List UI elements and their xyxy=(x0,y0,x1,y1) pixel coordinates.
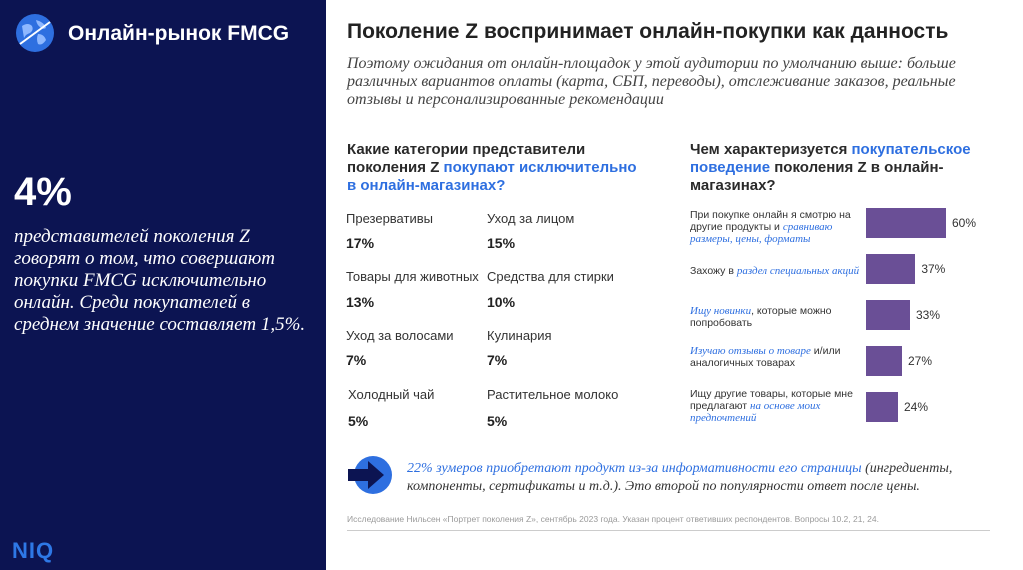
bar-label xyxy=(690,388,860,424)
category-value: 13% xyxy=(346,294,375,310)
arrow-right-icon xyxy=(346,455,394,495)
note-text xyxy=(407,460,987,496)
bar xyxy=(866,208,946,238)
category-label: Товары для животных xyxy=(346,269,479,284)
behavior-heading xyxy=(690,141,990,195)
big-stat: 4% xyxy=(14,170,72,214)
category-value: 5% xyxy=(348,413,369,429)
category-label: Холодный чай xyxy=(348,387,435,402)
category-value: 10% xyxy=(487,294,516,310)
behavior-heading-highlight: покупательское поведение xyxy=(690,141,971,176)
page-subtitle: Поэтому ожидания от онлайн-площадок у этой аудитории по умолчанию выше: больше различных вариантов оплаты (карта, СБП, переводы), отслеживание заказов, реальные отзывы и персонализированные рекомендации xyxy=(347,55,956,108)
category-value: 5% xyxy=(487,413,508,429)
category-value: 17% xyxy=(346,235,375,251)
behavior-heading-text-end: поколения Z в онлайн-магазинах? xyxy=(690,159,944,194)
bar-value-label: 33% xyxy=(916,308,941,322)
bar xyxy=(866,392,898,422)
sidebar-panel xyxy=(0,0,326,570)
bar-label-text: Ищу другие товары, которые мне предлагают xyxy=(690,388,853,412)
bar-label-text: При покупке онлайн я смотрю на другие продукты и xyxy=(690,209,851,233)
divider xyxy=(347,530,990,531)
bar xyxy=(866,346,902,376)
brand-title: Онлайн-рынок FMCG xyxy=(68,22,290,45)
bar-label-text-end: , которые можно попробовать xyxy=(690,305,832,329)
category-label: Презервативы xyxy=(346,211,433,226)
category-label: Средства для стирки xyxy=(487,269,614,284)
bar-value-label: 24% xyxy=(904,400,929,414)
niq-logo: NIQ xyxy=(12,538,55,563)
behavior-heading-text: Чем характеризуется xyxy=(690,141,852,158)
category-value: 7% xyxy=(346,352,367,368)
globe-icon xyxy=(16,14,54,52)
bar-value-label: 60% xyxy=(952,216,977,230)
bar-label-highlight: Ищу новинки xyxy=(690,305,752,317)
page-title: Поколение Z воспринимает онлайн-покупки как данность xyxy=(347,20,949,43)
note-highlight: 22% зумеров приобретают продукт из-за информативности его страницы xyxy=(407,461,862,476)
note-rest: (ингредиенты, компоненты, сертификаты и т.д.). Это второй по популярности ответ после цены. xyxy=(407,461,953,494)
bar-label xyxy=(690,305,860,329)
bar-label-highlight: Изучаю отзывы о товаре xyxy=(690,345,811,357)
bar xyxy=(866,254,915,284)
footnote: Исследование Нильсен «Портрет поколения Z», сентябрь 2023 года. Указан процент ответивших респондентов. Вопросы 10.2, 21, 24. xyxy=(347,514,880,524)
bar-value-label: 27% xyxy=(908,354,933,368)
bar-label xyxy=(690,265,860,277)
bar xyxy=(866,300,910,330)
category-label: Растительное молоко xyxy=(487,387,619,402)
bar-label xyxy=(690,209,860,245)
category-value: 15% xyxy=(487,235,516,251)
bar-label-highlight: сравниваю размеры, цены, форматы xyxy=(690,221,833,245)
bar-label xyxy=(690,345,860,369)
category-label: Кулинария xyxy=(487,328,552,343)
bar-label-text: Захожу в xyxy=(690,265,737,277)
categories-heading xyxy=(347,141,647,195)
bar-label-text-end: и/или аналогичных товарах xyxy=(690,345,841,369)
category-label: Уход за волосами xyxy=(346,328,454,343)
categories-heading-text: Какие категории представители поколения Z xyxy=(347,141,586,176)
category-value: 7% xyxy=(487,352,508,368)
bar-value-label: 37% xyxy=(921,262,946,276)
bar-label-highlight: раздел специальных акций xyxy=(736,265,860,277)
bar-label-highlight: на основе моих предпочтений xyxy=(690,400,821,424)
categories-heading-highlight: покупают исключительно в онлайн-магазинах? xyxy=(347,159,637,194)
stat-description: представителей поколения Z говорят о том, что совершают покупки FMCG исключительно онлайн. Среди покупателей в среднем значение составляет 1,5%. xyxy=(14,226,306,335)
category-label: Уход за лицом xyxy=(487,211,575,226)
